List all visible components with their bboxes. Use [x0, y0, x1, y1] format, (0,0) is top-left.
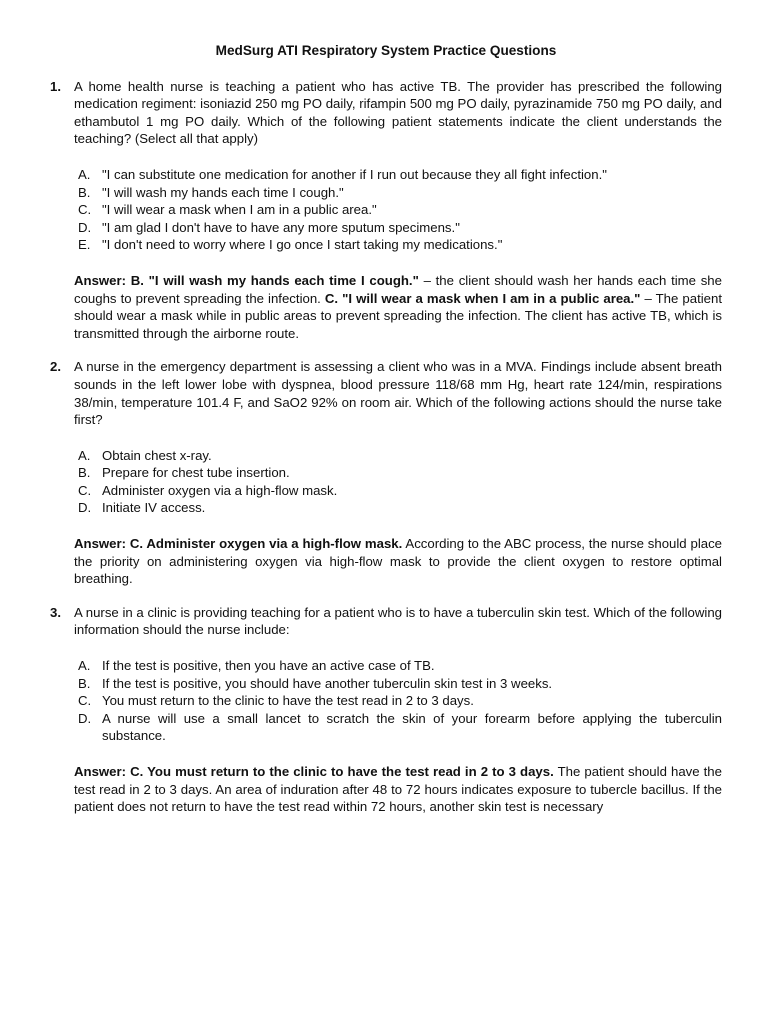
choice-text: Obtain chest x-ray.	[102, 447, 212, 463]
answer-text: – the client should wash her hands each time she coughs to prevent spreading the infection.	[74, 272, 722, 306]
question-3	[50, 604, 722, 816]
choice-c	[78, 482, 722, 500]
choice-a	[78, 447, 722, 465]
question-text: A home health nurse is teaching a patient who has active TB. The provider has prescribed the following medication regiment: isoniazid 250 mg PO daily, rifampin 500 mg PO daily, pyrazinamide 750 mg PO daily, and ethambutol 1 mg PO daily. Which of the following patient statements indicate the client understands the teaching? (Select all that apply)	[74, 78, 722, 147]
choice-d	[78, 710, 722, 745]
choice-text: "I will wash my hands each time I cough."	[102, 184, 344, 200]
answer-explanation	[74, 763, 722, 816]
choice-letter: B.	[78, 675, 91, 691]
question-body	[74, 78, 722, 343]
choice-b	[78, 464, 722, 482]
choice-text: If the test is positive, then you have an active case of TB.	[102, 658, 435, 674]
choice-text: You must return to the clinic to have the test read in 2 to 3 days.	[102, 693, 474, 709]
question-body	[74, 604, 722, 816]
question-text: A nurse in a clinic is providing teaching for a patient who is to have a tuberculin skin test. Which of the following information should the nurse include:	[74, 604, 722, 638]
choice-text: Prepare for chest tube insertion.	[102, 465, 290, 481]
choice-letter: A.	[78, 658, 91, 674]
choice-text: If the test is positive, you should have another tuberculin skin test in 3 weeks.	[102, 675, 553, 691]
choice-text: Initiate IV access.	[102, 500, 206, 516]
answer-text: According to the ABC process, the nurse should place the priority on administering oxygen via high-flow mask to provide the client oxygen to restore optimal breathing.	[74, 536, 723, 587]
choice-letter: D.	[78, 500, 92, 516]
choice-letter: A.	[78, 166, 91, 182]
choice-letter: B.	[78, 465, 91, 481]
choice-c	[78, 692, 722, 710]
choice-letter: C.	[78, 482, 92, 498]
answer-key: Answer: B. "I will wash my hands each time I cough."	[74, 272, 419, 288]
question-number: 3.	[50, 604, 61, 620]
choice-e	[78, 236, 722, 254]
choice-a	[78, 166, 722, 184]
choice-b	[78, 675, 722, 693]
answer-key: Answer: C. You must return to the clinic to have the test read in 2 to 3 days.	[74, 764, 554, 779]
answer-key: C. "I will wear a mask when I am in a public area."	[324, 290, 641, 306]
choice-text: "I don't need to worry where I go once I start taking my medications."	[102, 237, 503, 253]
choice-letter: C.	[78, 693, 92, 709]
choice-text: "I am glad I don't have to have any more sputum specimens."	[102, 219, 460, 235]
choice-list	[78, 657, 722, 745]
choice-text: Administer oxygen via a high-flow mask.	[102, 482, 338, 498]
choice-d	[78, 499, 722, 517]
choice-d	[78, 219, 722, 237]
question-number: 1.	[50, 78, 61, 94]
choice-letter: B.	[78, 184, 91, 200]
question-2	[50, 358, 722, 588]
question-text: A nurse in the emergency department is assessing a client who was in a MVA. Findings include absent breath sounds in the left lower lobe with dyspnea, blood pressure 118/68 mm Hg, heart rate 124/min, respirations 38/min, temperature 101.4 F, and SaO2 92% on room air. Which of the following actions should the nurse take first?	[74, 359, 722, 428]
answer-text: The patient should have the test read in 2 to 3 days. An area of induration after 48 to 72 hours indicates exposure to tubercle bacillus. If the patient does not return to have the test read within 72 hours, another skin test is necessary	[74, 764, 722, 815]
choice-text: "I can substitute one medication for another if I run out because they all fight infection."	[102, 166, 607, 182]
choice-text: A nurse will use a small lancet to scratch the skin of your forearm before applying the tuberculin substance.	[102, 710, 722, 744]
choice-letter: E.	[78, 237, 91, 253]
answer-key: Answer: C. Administer oxygen via a high-flow mask.	[74, 536, 403, 552]
choice-list	[78, 447, 722, 517]
choice-a	[78, 657, 722, 675]
choice-b	[78, 184, 722, 202]
answer-text: – The patient should wear a mask while in public areas to prevent spreading the infection. The client has active TB, which is transmitted through the airborne route.	[74, 290, 722, 341]
choice-c	[78, 201, 722, 219]
question-body	[74, 358, 722, 588]
choice-list	[78, 166, 722, 254]
document-title: MedSurg ATI Respiratory System Practice Questions	[215, 43, 557, 58]
answer-explanation	[74, 272, 722, 342]
choice-letter: A.	[78, 447, 91, 463]
answer-explanation	[74, 535, 722, 588]
choice-letter: D.	[78, 710, 92, 726]
choice-letter: D.	[78, 219, 92, 235]
choice-text: "I will wear a mask when I am in a public area."	[102, 202, 377, 218]
question-number: 2.	[50, 359, 61, 375]
question-1	[50, 78, 722, 343]
choice-letter: C.	[78, 202, 92, 218]
